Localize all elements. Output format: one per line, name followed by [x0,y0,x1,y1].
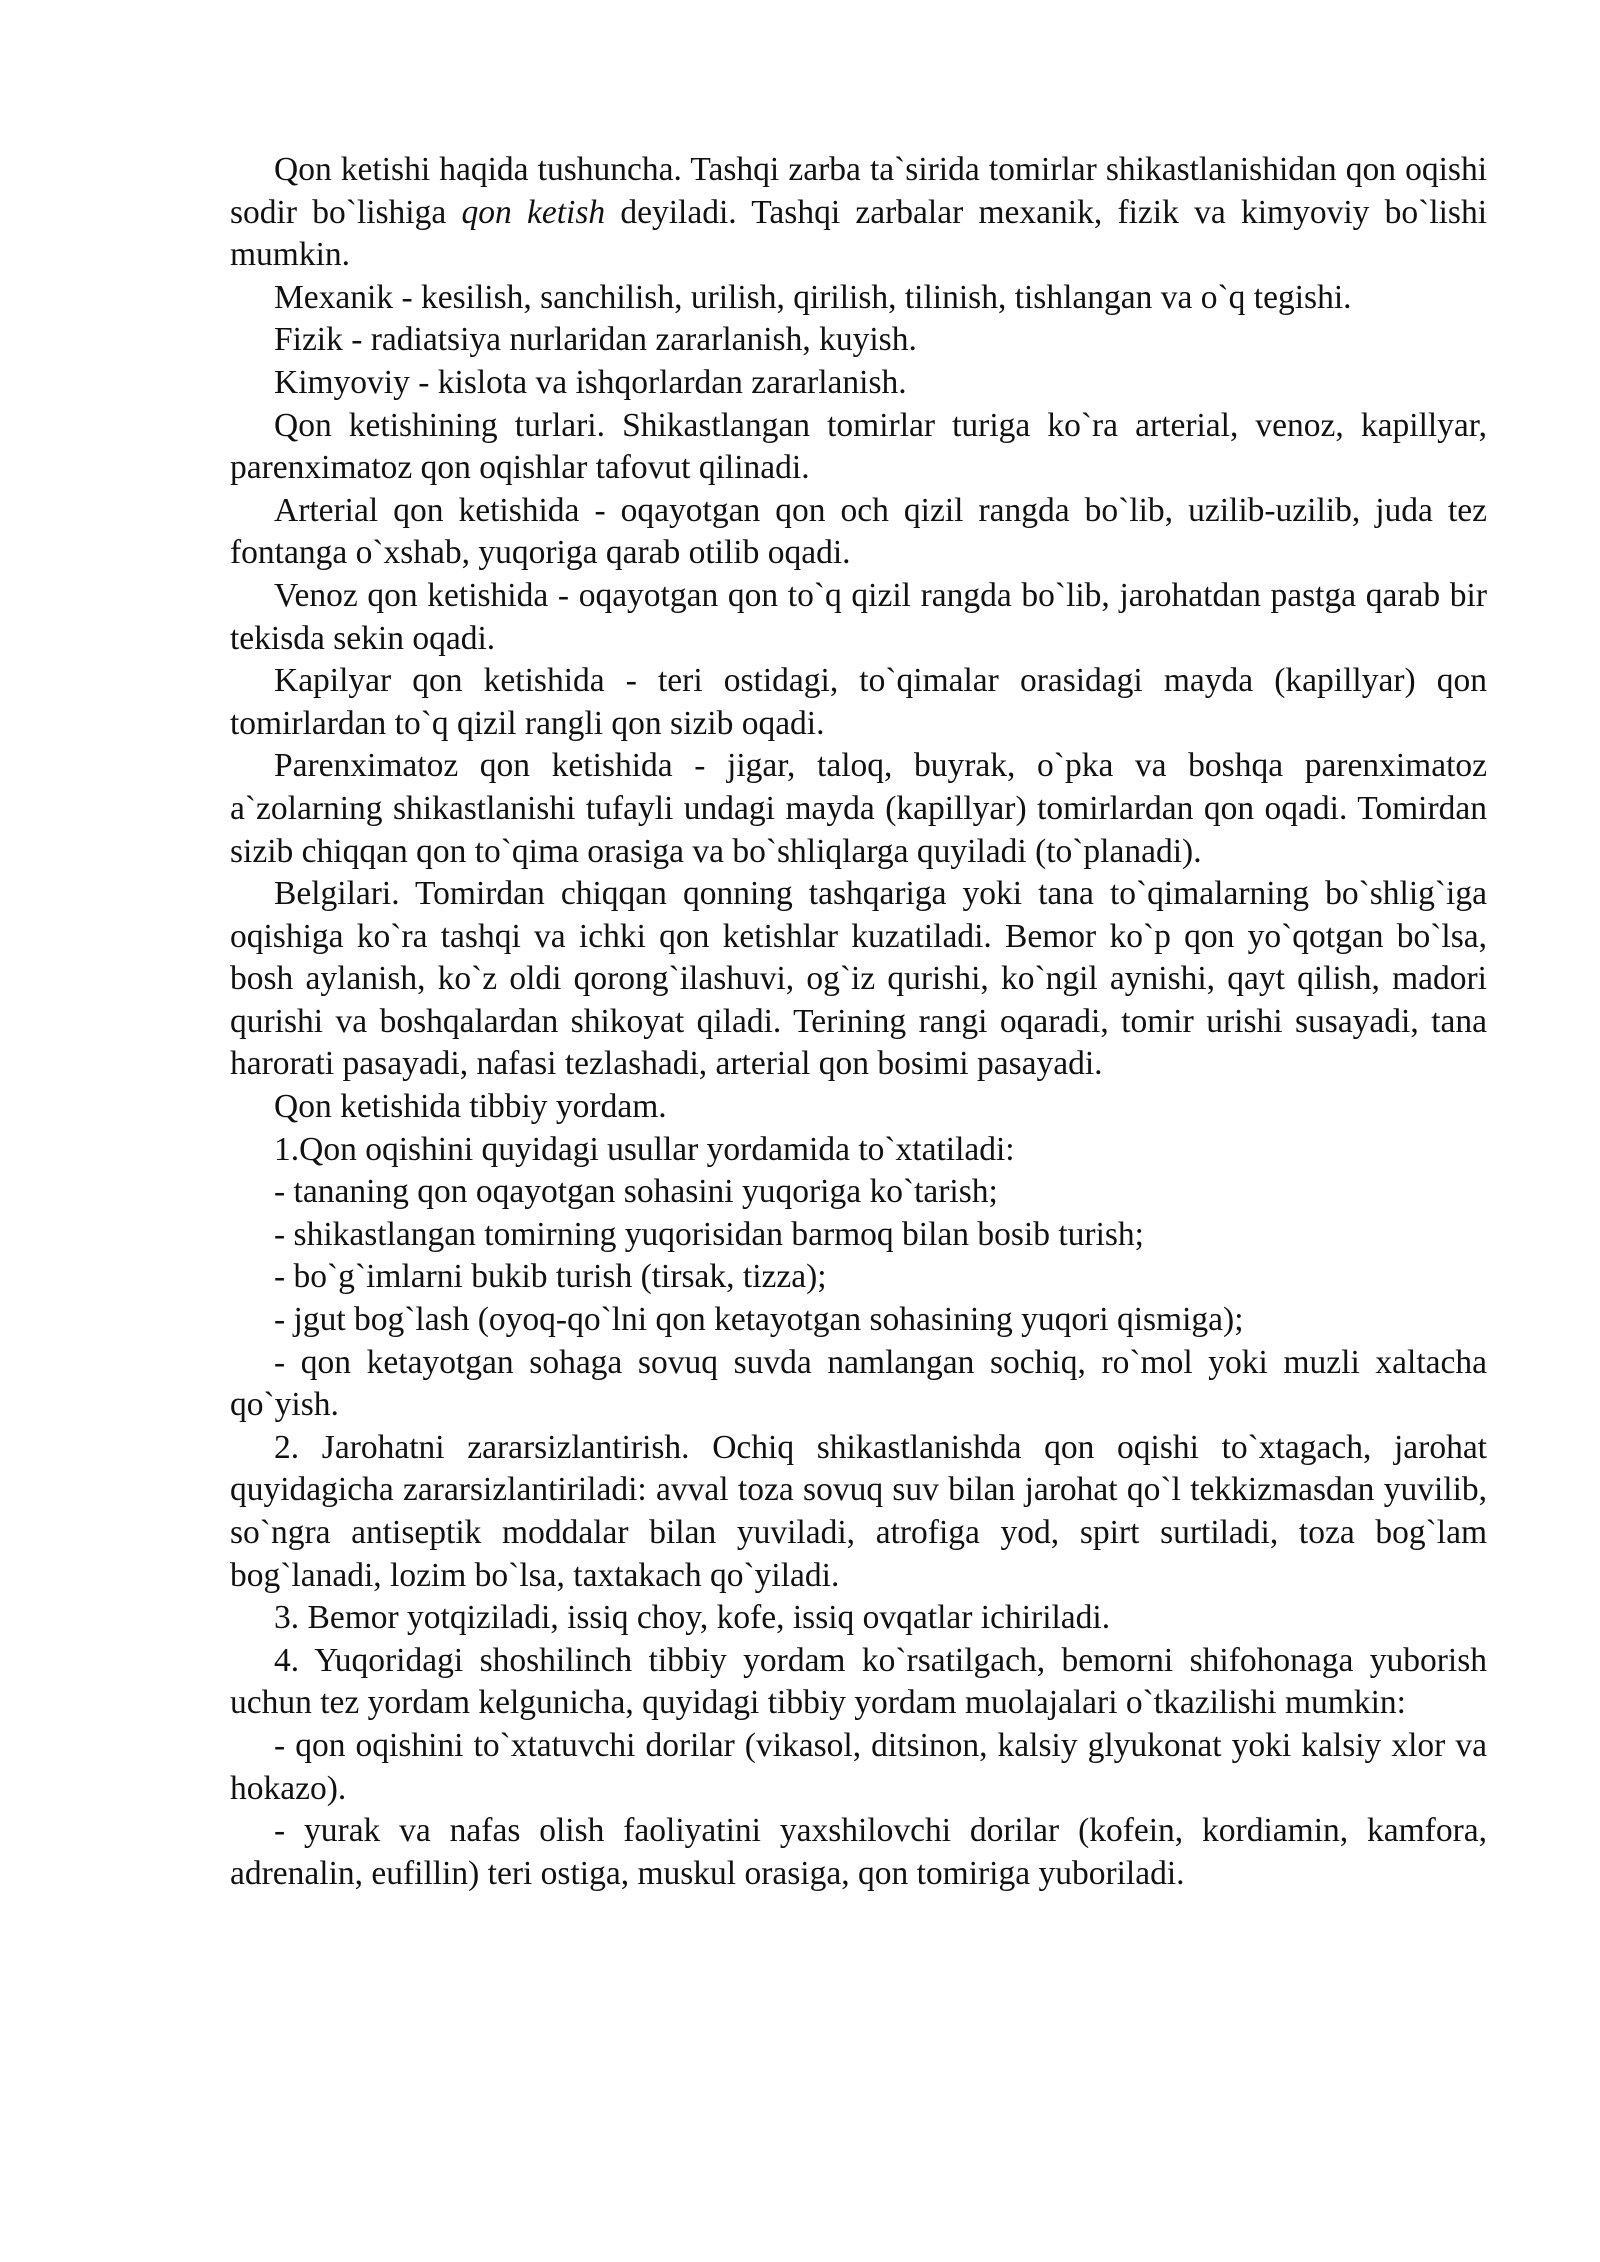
paragraph-fizik: Fizik - radiatsiya nurlaridan zararlanish, kuyish. [274,321,917,359]
paragraph-kimyoviy: Kimyoviy - kislota va ishqorlardan zararlanish. [274,363,907,401]
list-item: - tananing qon oqayotgan sohasini yuqoriga ko`tarish; [274,1173,998,1211]
paragraph-tibbiy-yordam-heading: Qon ketishida tibbiy yordam. [274,1088,667,1126]
paragraph-mexanik: Mexanik - kesilish, sanchilish, urilish, qirilish, tilinish, tishlangan va o`q tegishi. [274,278,1352,316]
paragraph-venoz: Venoz qon ketishida - oqayotgan qon to`q qizil rangda bo`lib, jarohatdan pastga qarab bir tekisda sekin oqadi. [230,576,1487,657]
paragraph-parenximatoz: Parenximatoz qon ketishida - jigar, taloq, buyrak, o`pka va boshqa parenximatoz a`zolarning shikastlanishi tufayli undagi mayda (kapillyar) tomirlardan qon oqadi. Tomirdan sizib chiqqan qon to`qima orasiga va bo`shliqlarga quyiladi (to`planadi). [230,747,1487,870]
paragraph-arterial: Arterial qon ketishida - oqayotgan qon och qizil rangda bo`lib, uzilib-uzilib, juda tez fontanga o`xshab, yuqoriga qarab otilib oqadi. [230,491,1487,572]
list-item: - qon ketayotgan sohaga sovuq suvda namlangan sochiq, ro`mol yoki muzli xaltacha qo`yish. [230,1343,1487,1424]
list-item: - bo`g`imlarni bukib turish (tirsak, tizza); [274,1258,827,1296]
paragraph-kapilyar: Kapilyar qon ketishida - teri ostidagi, to`qimalar orasidagi mayda (kapillyar) qon tomirlardan to`q qizil rangli qon sizib oqadi. [230,662,1487,742]
list-item: - yurak va nafas olish faoliyatini yaxshilovchi dorilar (kofein, kordiamin, kamfora, adrenalin, eufillin) teri ostiga, muskul orasiga, qon tomiriga yuboriladi. [230,1812,1487,1892]
paragraph-step-2: 2. Jarohatni zararsizlantirish. Ochiq shikastlanishda qon oqishi to`xtagach, jarohat quyidagicha zararsizlantiriladi: avval toza sovuq suv bilan jarohat qo`l tekkizmasdan yuvilib, so`ngra antiseptik moddalar bilan yuviladi, atrofiga yod, spirt surtiladi, toza bog`lam bog`lanadi, lozim bo`lsa, taxtakach qo`yiladi. [230,1428,1487,1594]
paragraph-text: Qon ketishi haqida tushuncha. Tashqi zarba ta`sirida tomirlar shikastlanishidan qon oqishi sodir bo`lishiga [230,151,1487,231]
list-item: - qon oqishini to`xtatuvchi dorilar (vikasol, ditsinon, kalsiy glyukonat yoki kalsiy xlor va hokazo). [230,1726,1487,1807]
list-item: - shikastlangan tomirning yuqorisidan barmoq bilan bosib turish; [274,1215,1144,1253]
paragraph-qon-ketishining-turlari: Qon ketishining turlari. Shikastlangan tomirlar turiga ko`ra arterial, venoz, kapillyar, parenximatoz qon oqishlar tafovut qilinadi. [230,406,1487,487]
document-page [230,149,1487,1895]
paragraph-qon-ketishi-haqida [230,149,1487,277]
paragraph-step-4: 4. Yuqoridagi shoshilinch tibbiy yordam ko`rsatilgach, bemorni shifohonaga yuborish uchun tez yordam kelgunicha, quyidagi tibbiy yordam muolajalari o`tkazilishi mumkin: [230,1641,1487,1722]
paragraph-text: deyiladi. Tashqi zarbalar mexanik, fizik va kimyoviy bo`lishi mumkin. [230,193,1487,274]
paragraph-step-1: 1.Qon oqishini quyidagi usullar yordamida to`xtatiladi: [274,1130,1015,1168]
term-qon-ketish: qon ketish [461,193,606,231]
paragraph-step-3: 3. Bemor yotqiziladi, issiq choy, kofe, issiq ovqatlar ichiriladi. [274,1599,1111,1637]
list-item: - jgut bog`lash (oyoq-qo`lni qon ketayotgan sohasining yuqori qismiga); [274,1301,1244,1339]
paragraph-belgilari: Belgilari. Tomirdan chiqqan qonning tashqariga yoki tana to`qimalarning bo`shlig`iga oqishiga ko`ra tashqi va ichki qon ketishlar kuzatiladi. Bemor ko`p qon yo`qotgan bo`lsa, bosh aylanish, ko`z oldi qorong`ilashuvi, og`iz qurishi, ko`ngil aynishi, qayt qilish, madori qurishi va boshqalardan shikoyat qiladi. Terining rangi oqaradi, tomir urishi susayadi, tana harorati pasayadi, nafasi tezlashadi, arterial qon bosimi pasayadi. [230,875,1487,1083]
